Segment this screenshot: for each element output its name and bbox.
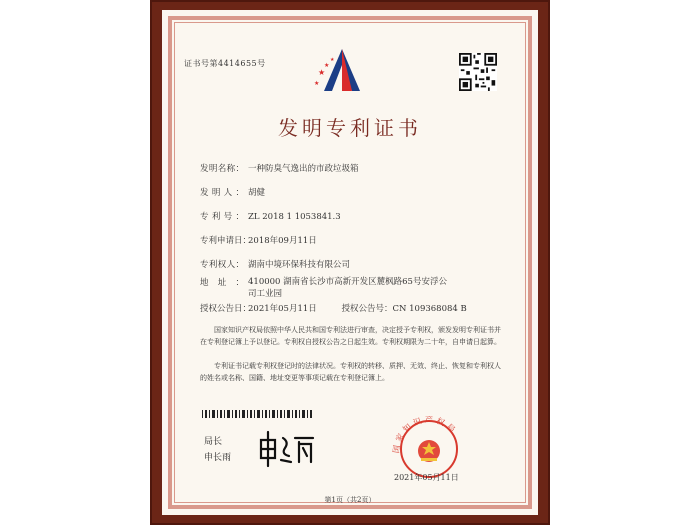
field-value: 410000 湖南省长沙市高新开发区麓枫路65号安浮公司工业园 [248, 277, 447, 299]
official-seal [390, 416, 468, 478]
svg-text:★: ★ [314, 80, 320, 87]
field-label: 专利申请日： [200, 236, 252, 246]
field-value: 湖南中境环保科技有限公司 [248, 260, 351, 270]
seal-date: 2021年05月11日 [394, 473, 459, 482]
field-grant-date [200, 302, 467, 314]
national-emblem-icon [418, 440, 440, 462]
field-value: ZL 2018 1 1053841.3 [248, 212, 341, 222]
field-value: 一种防臭气逸出的市政垃圾箱 [248, 164, 359, 174]
signature-title: 局长 [204, 437, 223, 447]
field-label: 专利权人： [200, 260, 244, 270]
statement-paragraph-1: 国家知识产权局依照中华人民共和国专利法进行审查，决定授予专利权，颁发发明专利证书并在专利登记簿上予以登记。专利权自授权公告之日起生效。专利权期限为二十年，自申请日起算。 [200, 326, 501, 346]
field-patent-number [200, 210, 341, 222]
signature-name: 申长雨 [204, 453, 232, 463]
field-label: 授权公告号： [341, 304, 393, 314]
certificate-paper [162, 10, 538, 515]
seal-text: 国家知识产权局 [391, 416, 459, 454]
field-invention-name [200, 162, 359, 174]
field-inventor [200, 186, 265, 198]
page-footer: 第1页（共2页） [324, 496, 376, 504]
field-label: 发明名称： [200, 164, 244, 174]
field-label: 授权公告日： [200, 304, 252, 314]
field-value: 2018年09月11日 [248, 236, 317, 246]
field-label: 发明人： [200, 188, 244, 198]
field-label: 专利号： [200, 212, 244, 222]
field-application-date [200, 234, 317, 246]
certificate-number: 证书号第4414655号 [184, 59, 266, 68]
handwritten-signature [257, 428, 317, 468]
field-value: CN 109368084 B [392, 304, 467, 314]
field-value: 2021年05月11日 [248, 304, 317, 314]
qr-code-icon [459, 53, 497, 91]
barcode-icon [202, 410, 312, 418]
certificate-title: 发明专利证书 [278, 116, 422, 140]
svg-text:★: ★ [318, 68, 326, 77]
field-address [200, 276, 448, 300]
svg-text:★: ★ [324, 62, 330, 69]
patent-emblem-icon [312, 45, 372, 95]
svg-text:★: ★ [330, 57, 335, 63]
field-label: 地址： [200, 278, 244, 288]
field-value: 胡健 [248, 188, 266, 198]
field-patentee [200, 258, 350, 270]
statement-paragraph-2: 专利证书记载专利权登记时的法律状况。专利权的转移、质押、无效、终止、恢复和专利权人的姓名或名称、国籍、地址变更等事项记载在专利登记簿上。 [200, 362, 501, 382]
